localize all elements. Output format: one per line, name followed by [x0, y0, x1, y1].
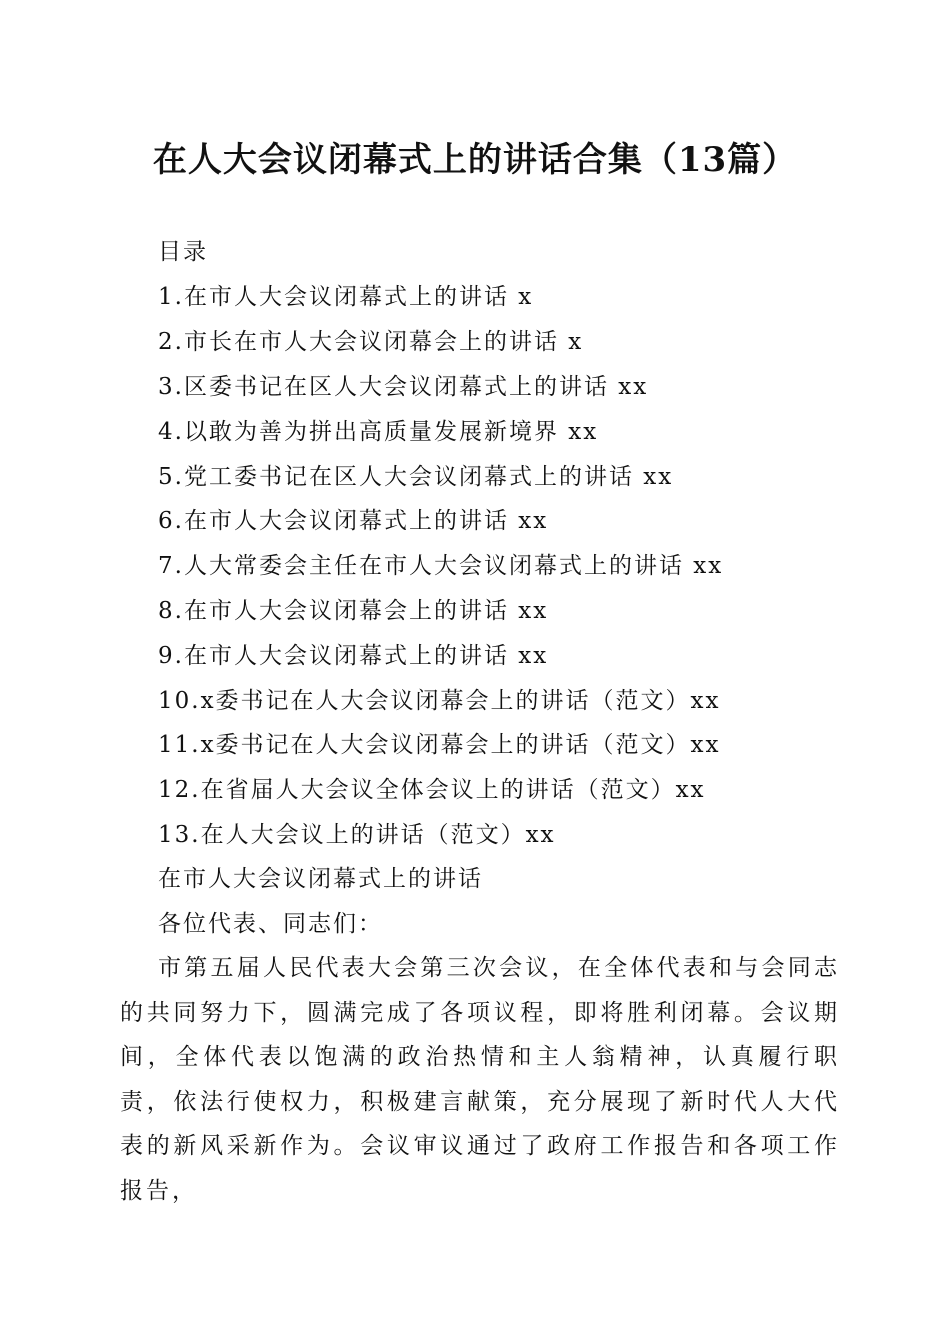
- salutation: 各位代表、同志们：: [158, 911, 383, 937]
- toc-item-10: 10.x委书记在人大会议闭幕会上的讲话（范文）xx: [158, 688, 721, 714]
- section-title: 在市人大会议闭幕式上的讲话: [158, 866, 483, 892]
- toc-item-13: 13.在人大会议上的讲话（范文）xx: [158, 822, 556, 848]
- toc-item-11: 11.x委书记在人大会议闭幕会上的讲话（范文）xx: [158, 732, 721, 758]
- toc-heading: 目录: [158, 239, 208, 265]
- body-paragraph: 市第五届人民代表大会第三次会议，在全体代表和与会同志的共同努力下，圆满完成了各项议程，即将胜利闭幕。会议期间，全体代表以饱满的政治热情和主人翁精神，认真履行职责，依法行使权力，积极建言献策，充分展现了新时代人大代表的新风采新作为。会议审议通过了政府工作报告和各项工作报告，: [120, 955, 840, 1204]
- toc-item-2: 2.市长在市人大会议闭幕会上的讲话 x: [158, 329, 584, 355]
- toc-item-3: 3.区委书记在区人大会议闭幕式上的讲话 xx: [158, 374, 649, 400]
- toc-item-1: 1.在市人大会议闭幕式上的讲话 x: [158, 284, 534, 310]
- toc-item-4: 4.以敢为善为拼出高质量发展新境界 xx: [158, 419, 599, 445]
- document-title: 在人大会议闭幕式上的讲话合集（13篇）: [152, 140, 798, 180]
- toc-item-7: 7.人大常委会主任在市人大会议闭幕式上的讲话 xx: [158, 553, 724, 579]
- toc-item-9: 9.在市人大会议闭幕式上的讲话 xx: [158, 643, 549, 669]
- toc-item-8: 8.在市人大会议闭幕会上的讲话 xx: [158, 598, 549, 624]
- toc-item-12: 12.在省届人大会议全体会议上的讲话（范文）xx: [158, 777, 706, 803]
- toc-item-5: 5.党工委书记在区人大会议闭幕式上的讲话 xx: [158, 464, 674, 490]
- toc-item-6: 6.在市人大会议闭幕式上的讲话 xx: [158, 508, 549, 534]
